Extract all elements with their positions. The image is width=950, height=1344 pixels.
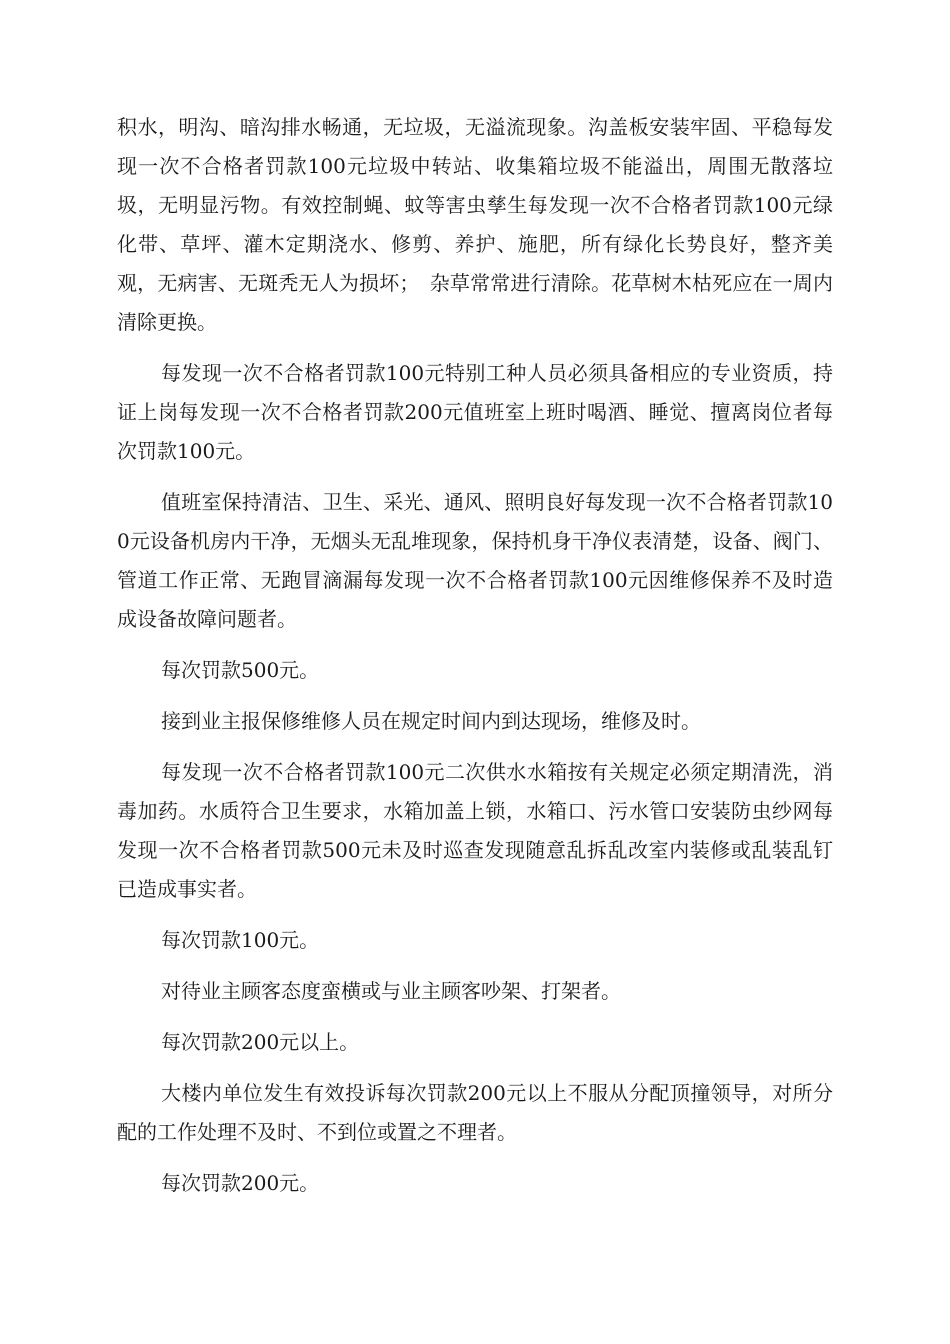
paragraph-6: 每发现一次不合格者罚款100元二次供水水箱按有关规定必须定期清洗，消毒加药。水质符合卫生要求，水箱加盖上锁，水箱口、污水管口安装防虫纱网每发现一次不合格者罚款500元未及时巡查发现随意乱拆乱改室内装修或乱装乱钉已造成事实者。 (117, 760, 833, 901)
paragraph-2: 每发现一次不合格者罚款100元特别工种人员必须具备相应的专业资质，持证上岗每发现一次不合格者罚款200元值班室上班时喝酒、睡觉、擅离岗位者每次罚款100元。 (117, 361, 833, 463)
paragraph-1: 积水，明沟、暗沟排水畅通，无垃圾，无溢流现象。沟盖板安装牢固、平稳每发现一次不合格者罚款100元垃圾中转站、收集箱垃圾不能溢出，周围无散落垃圾，无明显污物。有效控制蝇、蚊等害虫孳生每发现一次不合格者罚款100元绿化带、草坪、灌木定期浇水、修剪、养护、施肥，所有绿化长势良好，整齐美观，无病害、无斑秃无人为损坏； 杂草常常进行清除。花草树木枯死应在一周内清除更换。 (117, 115, 833, 334)
paragraph-4: 每次罚款500元。 (161, 658, 320, 682)
paragraph-7: 每次罚款100元。 (161, 928, 320, 952)
document-body (117, 108, 833, 1215)
paragraph-10: 大楼内单位发生有效投诉每次罚款200元以上不服从分配顶撞领导，对所分配的工作处理不及时、不到位或置之不理者。 (117, 1081, 833, 1144)
paragraph-9: 每次罚款200元以上。 (161, 1030, 360, 1054)
paragraph-5: 接到业主报保修维修人员在规定时间内到达现场，维修及时。 (161, 709, 701, 733)
paragraph-11: 每次罚款200元。 (161, 1171, 320, 1195)
paragraph-3: 值班室保持清洁、卫生、采光、通风、照明良好每发现一次不合格者罚款100元设备机房内干净，无烟头无乱堆现象，保持机身干净仪表清楚，设备、阀门、管道工作正常、无跑冒滴漏每发现一次不合格者罚款100元因维修保养不及时造成设备故障问题者。 (117, 490, 833, 631)
paragraph-8: 对待业主顾客态度蛮横或与业主顾客吵架、打架者。 (161, 979, 621, 1003)
